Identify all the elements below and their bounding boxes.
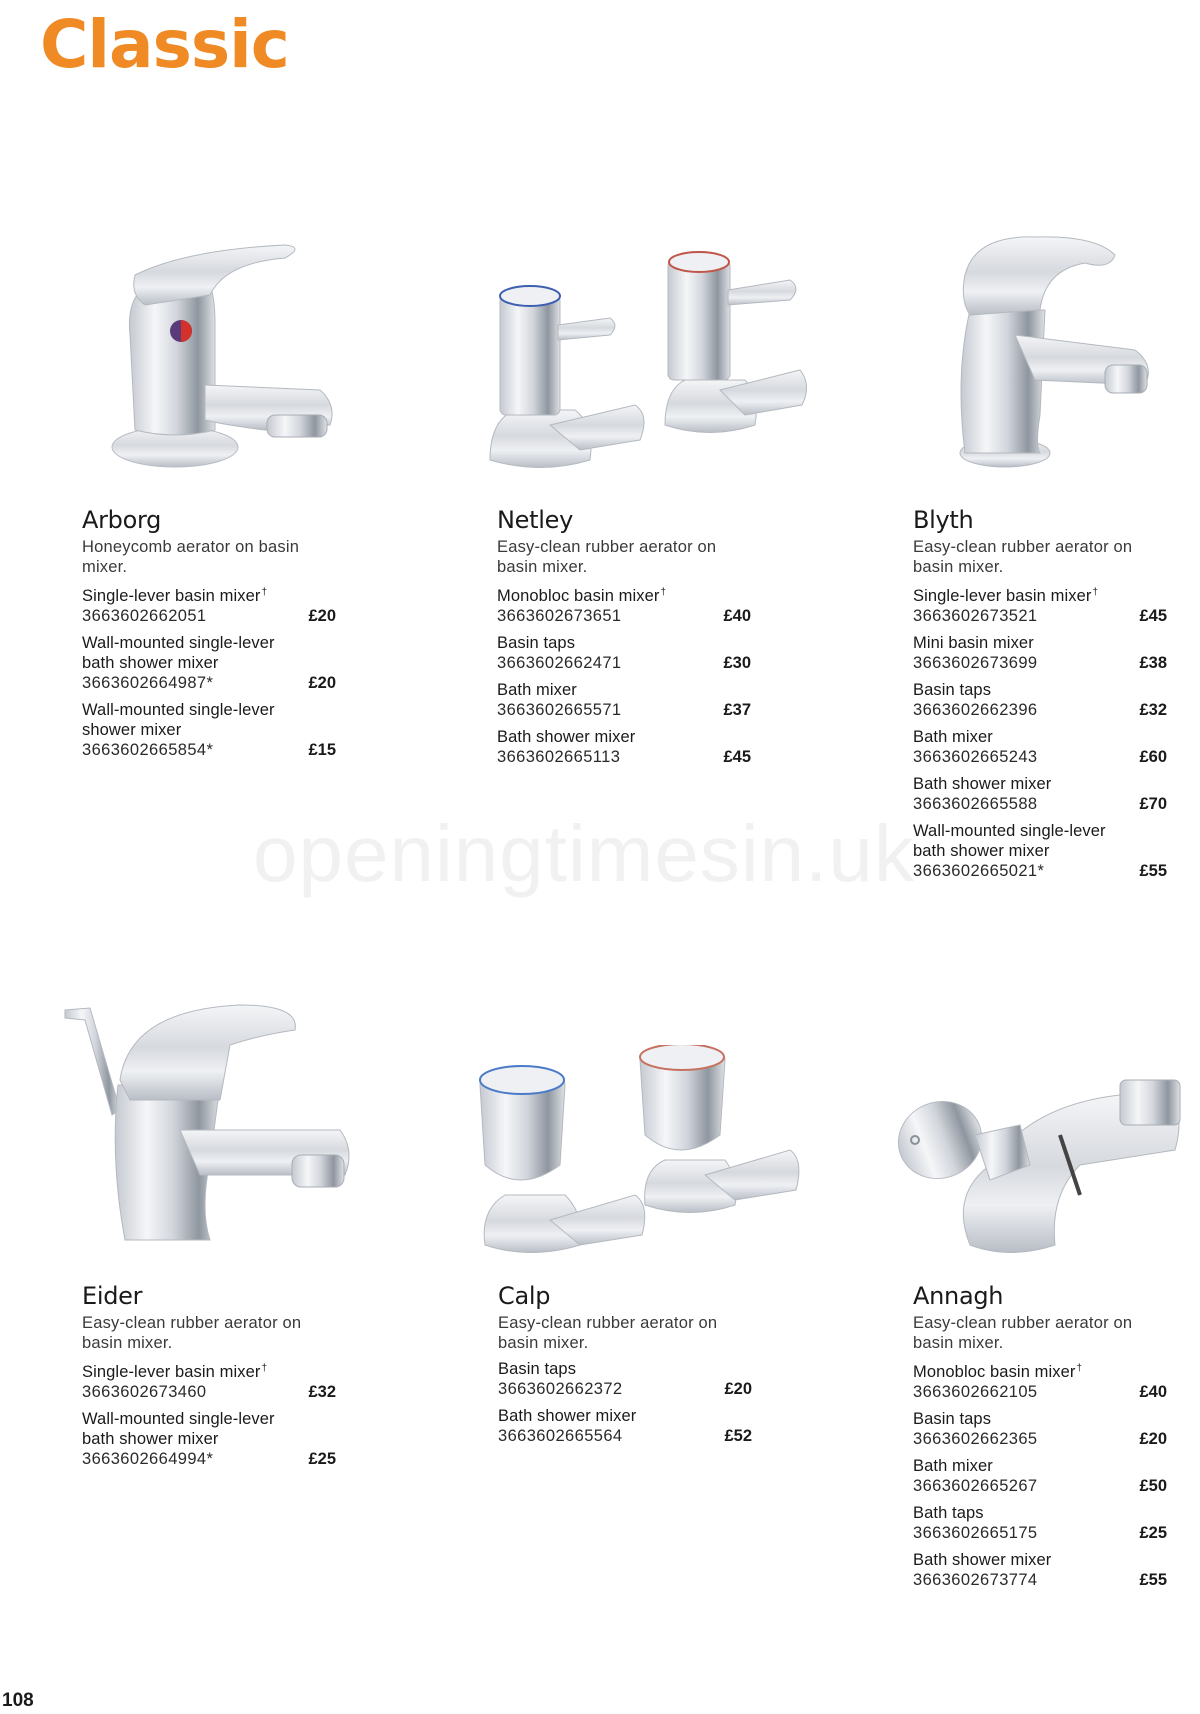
item-label: Single-lever basin mixer† [82, 587, 268, 605]
product-name: Annagh [913, 1282, 1004, 1310]
product-item [913, 680, 1167, 720]
product-item [82, 583, 336, 626]
product-item [82, 633, 336, 693]
item-price: £55 [1139, 862, 1167, 880]
item-code: 3663602665854* [82, 741, 214, 759]
item-code: 3663602673460 [82, 1383, 207, 1401]
page-number: 108 [2, 1690, 34, 1711]
product-eider [82, 1281, 336, 1476]
product-name: Arborg [82, 506, 162, 534]
product-description: Easy-clean rubber aerator on basin mixer. [498, 1314, 718, 1352]
item-code: 3663602673651 [497, 607, 622, 625]
item-label: Bath taps [913, 1504, 984, 1522]
product-description: Easy-clean rubber aerator on basin mixer. [913, 538, 1133, 576]
item-code: 3663602673774 [913, 1571, 1038, 1589]
item-price: £20 [724, 1380, 752, 1398]
item-label: Bath shower mixer [497, 728, 636, 746]
product-name: Eider [82, 1282, 143, 1310]
product-name: Blyth [913, 506, 974, 534]
product-item [913, 1456, 1167, 1496]
item-label: Single-lever basin mixer† [913, 587, 1099, 605]
blyth-tap-image [945, 215, 1170, 480]
item-price: £52 [724, 1427, 752, 1445]
watermark: openingtimesin.uk [253, 809, 915, 898]
item-label: Bath mixer [497, 681, 577, 699]
product-item [913, 727, 1167, 767]
item-price: £40 [1139, 1383, 1167, 1401]
arborg-tap-image [75, 225, 335, 480]
product-item [913, 774, 1167, 814]
product-calp [498, 1281, 752, 1453]
product-item [497, 633, 751, 673]
item-code: 3663602662471 [497, 654, 622, 672]
product-description: Easy-clean rubber aerator on basin mixer. [913, 1314, 1133, 1352]
item-label: Monobloc basin mixer† [497, 587, 667, 605]
page-title: Classic [40, 6, 289, 83]
product-item [913, 821, 1167, 881]
item-price: £32 [1139, 701, 1167, 719]
item-price: £37 [723, 701, 751, 719]
item-label: Bath shower mixer [913, 775, 1052, 793]
item-price: £50 [1139, 1477, 1167, 1495]
item-code: 3663602662365 [913, 1430, 1038, 1448]
product-item [82, 1359, 336, 1402]
item-code: 3663602665571 [497, 701, 622, 719]
product-name: Calp [498, 1282, 551, 1310]
item-label: Basin taps [913, 681, 992, 699]
item-price: £25 [1139, 1524, 1167, 1542]
item-label: Monobloc basin mixer† [913, 1363, 1083, 1381]
item-label: Bath mixer [913, 728, 993, 746]
item-code: 3663602664994* [82, 1450, 214, 1468]
item-label: Wall-mounted single-lever shower mixer [82, 701, 275, 739]
item-price: £38 [1139, 654, 1167, 672]
item-label: Basin taps [913, 1410, 992, 1428]
item-price: £20 [308, 674, 336, 692]
product-blyth [913, 505, 1167, 888]
item-price: £70 [1139, 795, 1167, 813]
item-code: 3663602662396 [913, 701, 1038, 719]
product-item [913, 583, 1167, 626]
calp-taps-image [470, 1045, 805, 1260]
product-item [498, 1406, 752, 1446]
product-item [913, 1503, 1167, 1543]
product-netley [497, 505, 751, 774]
item-label: Bath mixer [913, 1457, 993, 1475]
item-label: Wall-mounted single-lever bath shower mixer [82, 634, 275, 672]
item-code: 3663602665564 [498, 1427, 623, 1445]
item-price: £45 [1139, 607, 1167, 625]
item-price: £32 [308, 1383, 336, 1401]
item-price: £30 [723, 654, 751, 672]
item-price: £20 [308, 607, 336, 625]
product-item [913, 1359, 1167, 1402]
product-item [498, 1359, 752, 1399]
item-price: £55 [1139, 1571, 1167, 1589]
item-label: Wall-mounted single-lever bath shower mixer [913, 822, 1106, 860]
item-price: £60 [1139, 748, 1167, 766]
item-code: 3663602662372 [498, 1380, 623, 1398]
item-price: £40 [723, 607, 751, 625]
item-price: £20 [1139, 1430, 1167, 1448]
product-annagh [913, 1281, 1167, 1597]
item-price: £45 [723, 748, 751, 766]
item-label: Bath shower mixer [498, 1407, 637, 1425]
product-item [913, 633, 1167, 673]
item-code: 3663602665175 [913, 1524, 1038, 1542]
item-label: Bath shower mixer [913, 1551, 1052, 1569]
product-item [913, 1409, 1167, 1449]
item-label: Mini basin mixer [913, 634, 1034, 652]
item-code: 3663602662105 [913, 1383, 1038, 1401]
item-code: 3663602665267 [913, 1477, 1038, 1495]
item-code: 3663602664987* [82, 674, 214, 692]
item-label: Single-lever basin mixer† [82, 1363, 268, 1381]
eider-tap-image [60, 990, 360, 1250]
product-description: Easy-clean rubber aerator on basin mixer. [82, 1314, 302, 1352]
product-description: Easy-clean rubber aerator on basin mixer. [497, 538, 717, 576]
item-code: 3663602665588 [913, 795, 1038, 813]
product-item [82, 700, 336, 760]
item-code: 3663602673521 [913, 607, 1038, 625]
product-arborg [82, 505, 336, 767]
item-label: Basin taps [498, 1360, 577, 1378]
netley-taps-image [480, 250, 810, 480]
product-name: Netley [497, 506, 573, 534]
annagh-tap-image [880, 1055, 1190, 1255]
product-description: Honeycomb aerator on basin mixer. [82, 538, 300, 576]
item-label: Basin taps [497, 634, 576, 652]
item-code: 3663602662051 [82, 607, 207, 625]
item-code: 3663602665243 [913, 748, 1038, 766]
item-price: £25 [308, 1450, 336, 1468]
item-code: 3663602665113 [497, 748, 621, 766]
item-price: £15 [308, 741, 336, 759]
item-code: 3663602665021* [913, 862, 1045, 880]
item-code: 3663602673699 [913, 654, 1038, 672]
product-item [497, 727, 751, 767]
product-item [82, 1409, 336, 1469]
product-item [497, 583, 751, 626]
product-item [913, 1550, 1167, 1590]
item-label: Wall-mounted single-lever bath shower mixer [82, 1410, 275, 1448]
product-item [497, 680, 751, 720]
